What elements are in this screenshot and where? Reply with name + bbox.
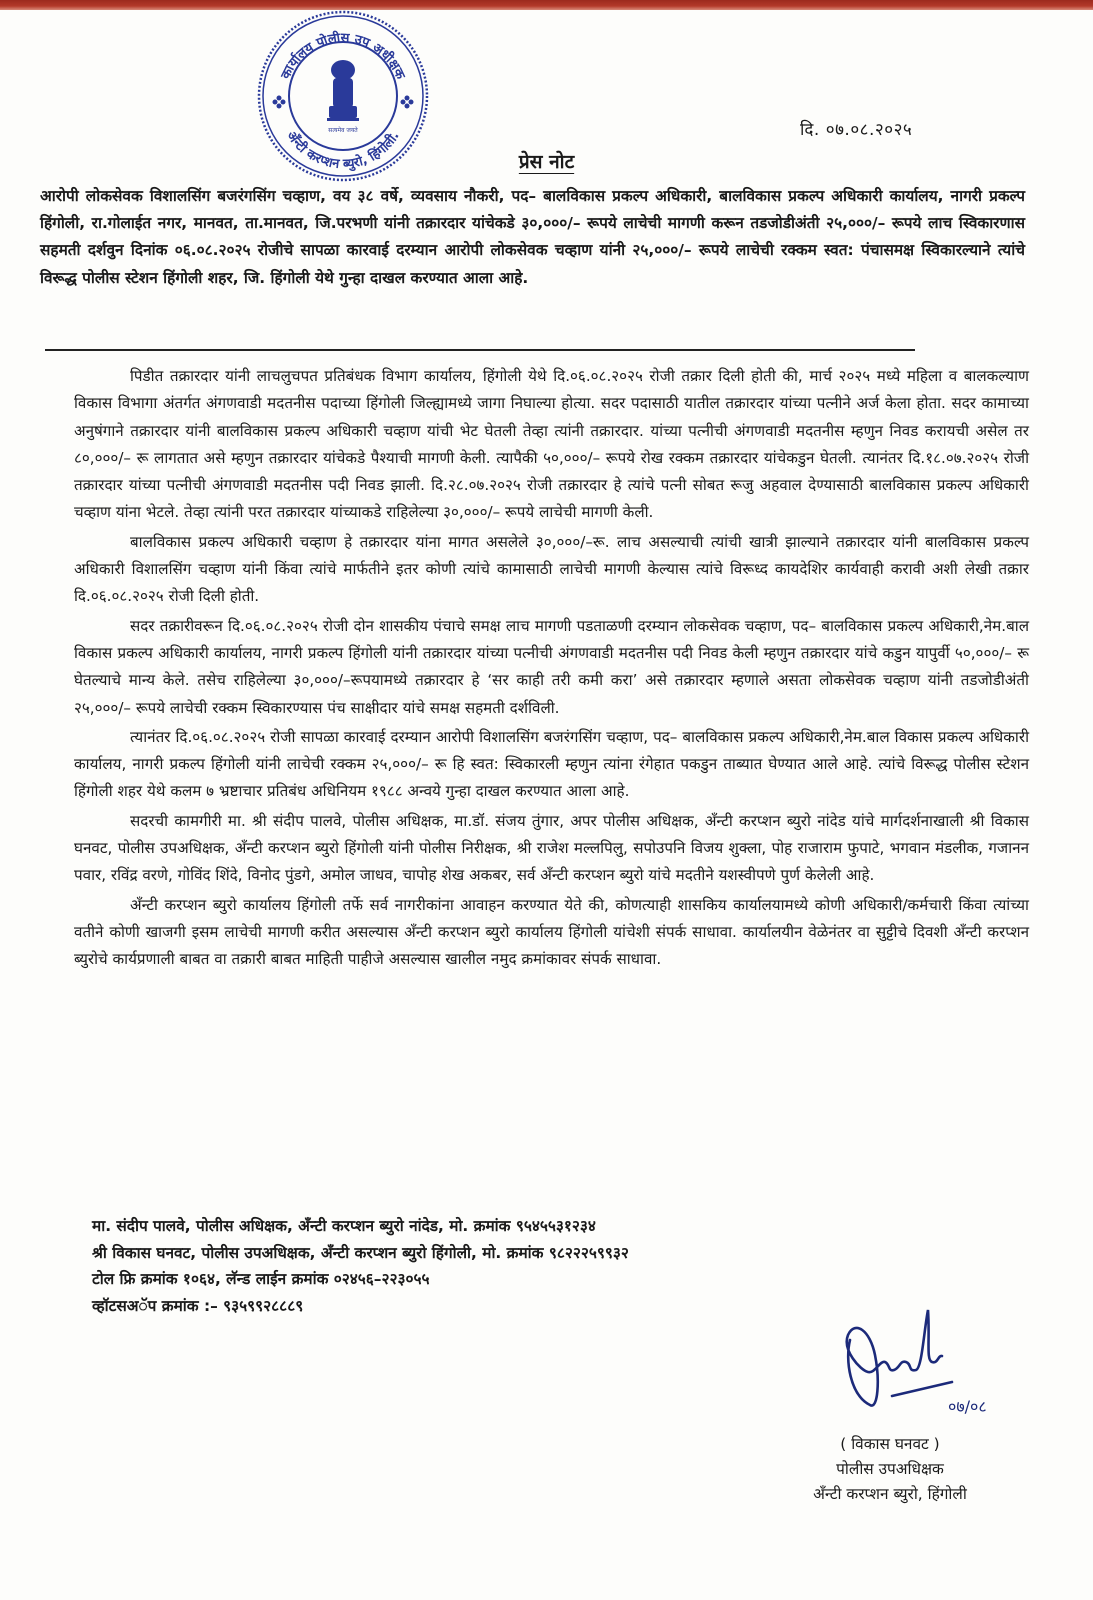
contact-sp-nanded: मा. संदीप पालवे, पोलीस अधिक्षक, अँन्टी करप्शन ब्युरो नांदेड, मो. क्रमांक ९५४५५३१२३४ [92, 1217, 596, 1235]
body-paragraph-public-appeal: अँन्टी करप्शन ब्युरो कार्यालय हिंगोली तर्फे सर्व नागरीकांना आवाहन करण्यात येते की, कोणत्याही शासकिय कार्यालयामध्ये कोणी अधिकारी/कर्मचारी किंवा त्यांच्या वतीने कोणी खाजगी इसम लाचेची मागणी करीत असल्यास अँन्टी करप्शन ब्युरो कार्यालय हिंगोली यांचेशी संपर्क साधावा. कार्यालयीन वेळेनंतर वा सुट्टीचे दिवशी अँन्टी करप्शन ब्युरोचे कार्यप्रणाली बाबत वा तक्रारी बाबत माहिती पाहीजे असल्यास खालील नमुद क्रमांकावर संपर्क साधावा. [74, 895, 1029, 969]
seal-motto: सत्यमेव जयते [328, 127, 358, 134]
signatory-name: ( विकास घनवट ) [840, 1435, 940, 1453]
contact-tollfree-landline: टोल फ्रि क्रमांक १०६४, लॅन्ड लाईन क्रमांक ०२४५६–२२३०५५ [92, 1270, 430, 1289]
body-paragraph-trap-action: त्यानंतर दि.०६.०८.२०२५ रोजी सापळा कारवाई दरम्यान आरोपी विशालसिंग बजरंगसिंग चव्हाण, पद– बालविकास प्रकल्प अधिकारी,नेम.बाल विकास प्रकल्प अधिकारी कार्यालय, नागरी प्रकल्प हिंगोली यांनी लाचेची रक्कम २५,०००/– रू हि स्वत: स्विकारली म्हणुन त्यांना रंगेहात पकडुन ताब्यात घेण्यात आले आहे. त्यांचे विरूद्ध पोलीस स्टेशन हिंगोली शहर येथे कलम ७ भ्रष्टाचार प्रतिबंध अधिनियम १९८८ अन्वये गुन्हा दाखल करण्यात आला आहे. [74, 727, 1029, 801]
seal-bottom-text: अँन्टी करप्शन ब्युरो, हिंगोली. [283, 128, 403, 173]
body-paragraph-team-credits: सदरची कामगीरी मा. श्री संदीप पालवे, पोलीस अधिक्षक, मा.डॉ. संजय तुंगार, अपर पोलीस अधिक्षक, अँन्टी करप्शन ब्युरो नांदेड यांचे मार्गदर्शनाखाली श्री विकास घनवट, पोलीस उपअधिक्षक, अँन्टी करप्शन ब्युरो हिंगोली यांनी पोलीस निरीक्षक, श्री राजेश मल्लपिलु, सपोउपनि विजय शुक्ला, पोह राजाराम फुपाटे, भगवान मंडलीक, गजानन पवार, रविंद्र वरणे, गोविंद शिंदे, विनोद पुंडगे, अमोल जाधव, चापोह शेख अकबर, सर्व अँन्टी करप्शन ब्युरो यांचे मदतीने यशस्वीपणे पुर्ण केलेली आहे. [74, 811, 1029, 885]
seal-diamond-right-icon [401, 96, 414, 109]
contact-whatsapp: व्हॉटसअॅप क्रमांक :– ९३५९९२८८८९ [92, 1296, 304, 1315]
contact-dysp-hingoli: श्री विकास घनवट, पोलीस उपअधिक्षक, अँन्टी करप्शन ब्युरो हिंगोली, मो. क्रमांक ९८२२२५९९३२ [92, 1243, 629, 1262]
ashoka-emblem-icon [327, 60, 359, 121]
press-note-title: प्रेस नोट [518, 151, 575, 173]
handwritten-signature [820, 1300, 1020, 1430]
seal-diamond-left-icon [273, 96, 286, 109]
signatory-office: अँन्टी करप्शन ब्युरो, हिंगोली [813, 1485, 967, 1503]
summary-paragraph: आरोपी लोकसेवक विशालसिंग बजरंगसिंग चव्हाण, वय ३८ वर्षे, व्यवसाय नौकरी, पद– बालविकास प्रकल्प अधिकारी, बालविकास प्रकल्प अधिकारी कार्यालय, नागरी प्रकल्प हिंगोली, रा.गोलाईत नगर, मानवत, ता.मानवत, जि.परभणी यांनी तक्रारदार यांचेकडे ३०,०००/– रूपये लाचेची मागणी करून तडजोडीअंती २५,०००/– रूपये लाच स्विकारणास सहमती दर्शवुन दिनांक ०६.०८.२०२५ रोजीचे सापळा कारवाई दरम्यान आरोपी लोकसेवक चव्हाण यांनी २५,०००/– रूपये लाचेची रक्कम स्वत: पंचासमक्ष स्विकारल्याने त्यांचे विरूद्ध पोलीस स्टेशन हिंगोली शहर, जि. हिंगोली येथे गुन्हा दाखल करण्यात आला आहे. [40, 187, 1025, 287]
section-divider [45, 349, 915, 351]
body-paragraph-complaint: पिडीत तक्रारदार यांनी लाचलुचपत प्रतिबंधक विभाग कार्यालय, हिंगोली येथे दि.०६.०८.२०२५ रोजी तक्रार दिली होती की, मार्च २०२५ मध्ये महिला व बालकल्याण विकास विभागा अंतर्गत अंगणवाडी मदतनीस पदाच्या हिंगोली जिल्ह्यामध्ये जागा निघाल्या होत्या. सदर पदासाठी यातील तक्रारदार यांच्या पत्नीने अर्ज केला होता. सदर कामाच्या अनुषंगाने तक्रारदार यांनी बालविकास प्रकल्प अधिकारी चव्हाण यांची भेट घेतली तेव्हा त्यांनी तक्रारदार. यांच्या पत्नीची अंगणवाडी मदतनीस म्हणुन निवड करायची असेल तर ८०,०००/– रू लागतात असे म्हणुन तक्रारदार यांचेकडे पैश्याची मागणी केली. त्यापैकी ५०,०००/– रूपये रोख रक्कम तक्रारदार यांचेकडुन घेतली. त्यानंतर दि.१८.०७.२०२५ रोजी तक्रारदार यांच्या पत्नीची अंगणवाडी मदतनीस पदी निवड झाली. दि.२८.०७.२०२५ रोजी तक्रारदार हे त्यांचे पत्नी सोबत रूजु अहवाल देण्यासाठी बालविकास प्रकल्प अधिकारी चव्हाण यांना भेटले. तेव्हा त्यांनी परत तक्रारदार यांच्याकडे राहिलेल्या ३०,०००/– रूपये लाचेची मागणी केली. [74, 367, 1029, 522]
page-title [0, 148, 1093, 174]
signature-date-note: ०७/०८ [948, 1397, 987, 1416]
signatory-designation: पोलीस उपअधिक्षक [836, 1460, 944, 1478]
body-paragraph-verification: सदर तक्रारीवरून दि.०६.०८.२०२५ रोजी दोन शासकीय पंचाचे समक्ष लाच मागणी पडताळणी दरम्यान लोकसेवक चव्हाण, पद– बालविकास प्रकल्प अधिकारी,नेम.बाल विकास प्रकल्प अधिकारी कार्यालय, नागरी प्रकल्प हिंगोली यांनी तक्रारदार यांच्या पत्नीची अंगणवाडी मदतनीस पदी निवड केली म्हणुन तक्रारदार यांचे कडुन यापुर्वी ५०,०००/– रू घेतल्याचे मान्य केले. तसेच राहिलेल्या ३०,०००/–रूपयामध्ये तक्रारदार हे ‘सर काही तरी कमी करा’ असे तक्रारदार म्हणाले असता लोकसेवक चव्हाण यांनी तडजोडीअंती २५,०००/– रूपये लाचेची रक्कम स्विकारण्यास पंच साक्षीदार यांचे समक्ष सहमती दर्शविली. [74, 616, 1029, 717]
signatory-block [770, 1432, 1010, 1507]
seal-top-text: कार्यालय पोलीस उप अधीक्षक [278, 30, 408, 82]
press-note-date: दि. ०७.०८.२०२५ [800, 120, 913, 140]
top-red-border [0, 0, 1093, 10]
contact-list [92, 1213, 629, 1319]
press-note-body [74, 363, 1029, 976]
body-paragraph-written-complaint: बालविकास प्रकल्प अधिकारी चव्हाण हे तक्रारदार यांना मागत असलेले ३०,०००/–रू. लाच असल्याची त्यांची खात्री झाल्याने तक्रारदार यांनी बालविकास प्रकल्प अधिकारी विशालसिंग चव्हाण यांनी किंवा त्यांचे मार्फतीने इतर कोणी त्यांचे कामासाठी लाचेची मागणी केल्यास त्यांचे विरूध्द कायदेशिर कार्यवाही करावी अशी लेखी तक्रार दि.०६.०८.२०२५ रोजी दिली होती. [74, 532, 1029, 606]
